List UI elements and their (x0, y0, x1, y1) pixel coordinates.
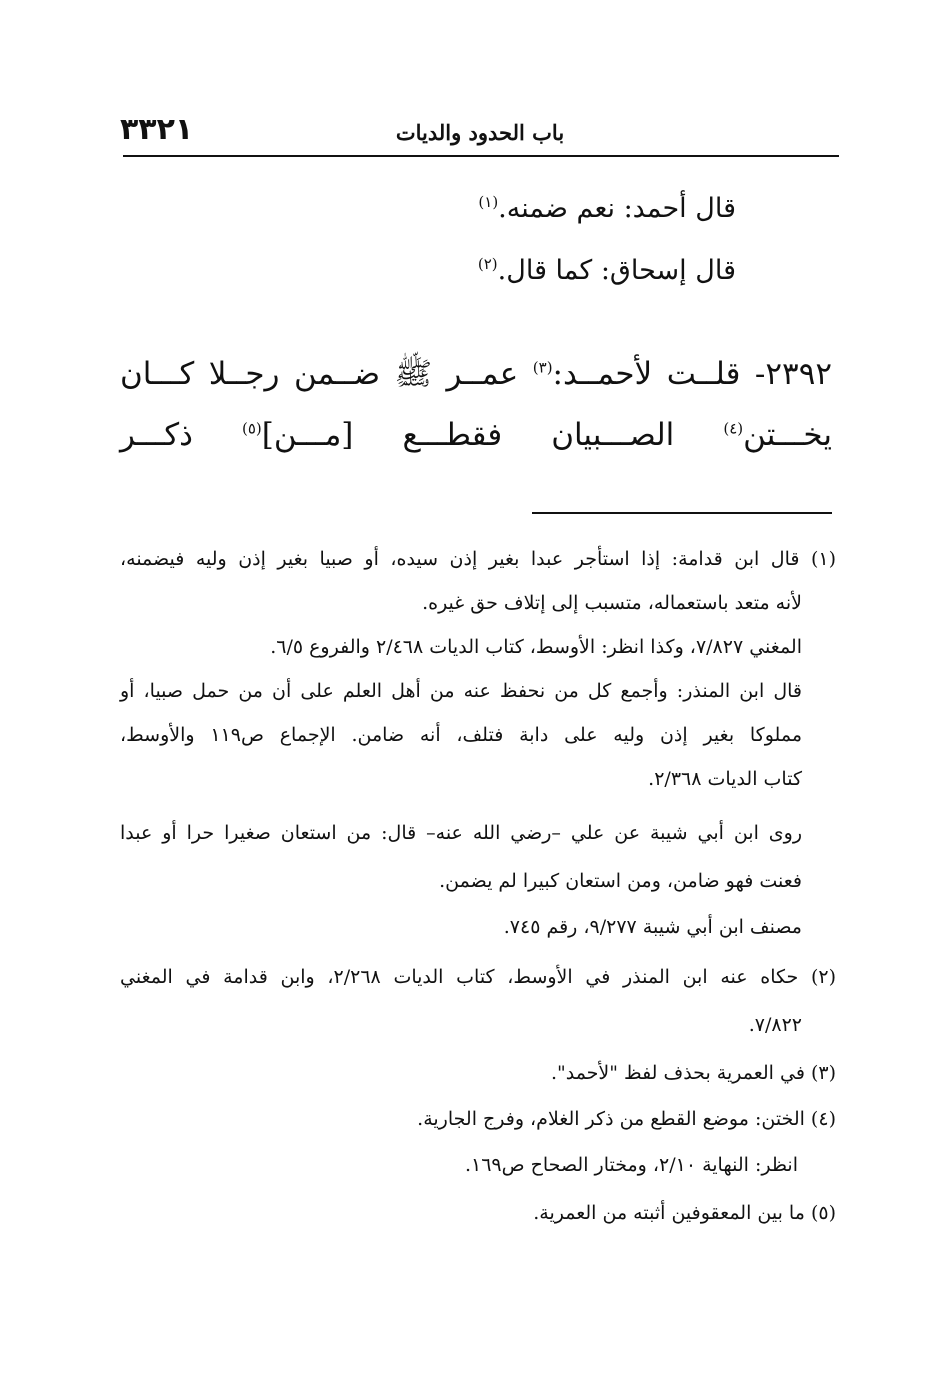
entry-question-cont: الصـــبيان فقطـــع [مـــن] (261, 417, 675, 453)
footnote-1-line-1: (١) قال ابن قدامة: إذا استأجر عبدا بغير إذن سيده، أو صبيا بغير إذن وليه فيضمنه، (120, 548, 836, 570)
ahmad-answer-line (120, 193, 736, 224)
footnote-1-line-9: مصنف ابن أبي شيبة ٩/٢٧٧، رقم ٧٤٥. (503, 916, 802, 938)
footnote-4-line-1: (٤) الختن: موضع القطع من ذكر الغلام، وفرج الجارية. (417, 1108, 836, 1130)
footnote-1-line-6: كتاب الديات ٢/٣٦٨. (648, 768, 802, 790)
ishaq-answer-text: قال إسحاق: كما قال. (497, 255, 736, 286)
footnote-ref-2[interactable]: (٢) (477, 255, 498, 273)
footnote-2-line-2: ٧/٨٢٢. (748, 1014, 802, 1036)
footnote-divider (532, 512, 832, 514)
entry-2392-line-2 (120, 417, 832, 453)
ahmad-answer-text: قال أحمد: نعم ضمنه. (498, 193, 736, 224)
footnote-ref-5[interactable]: (٥) (241, 419, 262, 438)
entry-word-dhakar: ذكـــر (120, 417, 193, 453)
footnote-3: (٣) في العمرية بحذف لفظ "لأحمد". (550, 1062, 836, 1084)
footnote-1-line-3: المغني ٧/٨٢٧، وكذا انظر: الأوسط، كتاب الديات ٢/٤٦٨ والفروع ٦/٥. (270, 636, 802, 658)
page-header (120, 112, 840, 156)
footnote-4-line-2: انظر: النهاية ٢/١٠، ومختار الصحاح ص١٦٩. (464, 1154, 798, 1176)
entry-question-start: ٢٣٩٢- قلــت لأحمــد: (552, 356, 832, 392)
footnote-1-line-5: مملوكا بغير إذن وليه على دابة فتلف، أنه ضامن. الإجماع ص١١٩ والأوسط، (120, 724, 802, 746)
entry-word-yakhtin: يخـــتن (743, 417, 832, 453)
entry-question-body: عمــر ﷺ ضــمن رجــلا كـــان (120, 356, 519, 392)
footnote-5: (٥) ما بين المعقوفين أثبته من العمرية. (533, 1202, 836, 1224)
footnote-ref-3[interactable]: (٣) (532, 358, 553, 377)
ishaq-answer-line (120, 255, 736, 286)
chapter-title: باب الحدود والديات (395, 120, 565, 145)
entry-2392-line-1 (120, 355, 832, 400)
page-number: ٣٣٢١ (120, 112, 194, 147)
footnote-ref-1[interactable]: (١) (478, 193, 499, 211)
header-divider (123, 155, 839, 157)
footnote-2-line-1: (٢) حكاه عنه ابن المنذر في الأوسط، كتاب الديات ٢/٢٦٨، وابن قدامة في المغني (120, 966, 836, 988)
footnote-1-line-4: قال ابن المنذر: وأجمع كل من نحفظ عنه من أهل العلم على أن من حمل صبيا، أو (120, 680, 802, 702)
footnote-1-line-7: روى ابن أبي شيبة عن علي –رضي الله عنه– قال: من استعان صغيرا حرا أو عبدا (120, 822, 802, 844)
footnote-ref-4[interactable]: (٤) (723, 419, 744, 438)
footnote-1-line-8: فعنت فهو ضامن، ومن استعان كبيرا لم يضمن. (439, 870, 802, 892)
footnote-1-line-2: لأنه متعد باستعماله، متسبب إلى إتلاف حق غيره. (422, 592, 802, 614)
